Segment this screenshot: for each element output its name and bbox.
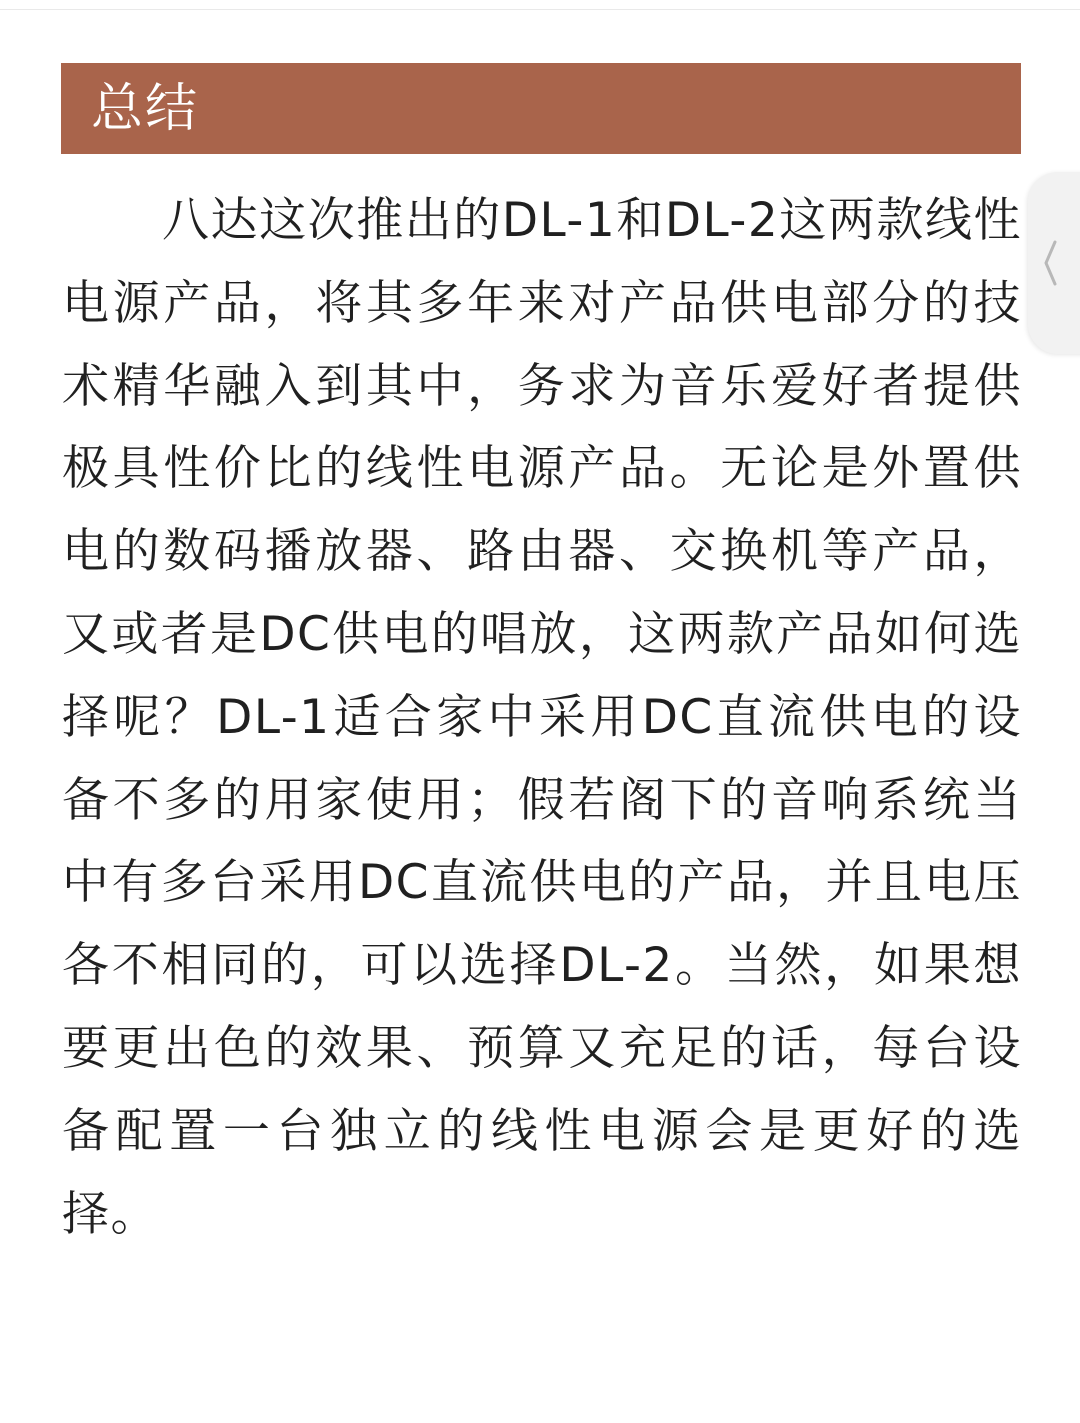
chevron-left-icon: [1042, 239, 1058, 287]
top-divider: [0, 9, 1080, 10]
side-panel-handle[interactable]: [1028, 172, 1080, 354]
section-title: 总结: [91, 78, 200, 139]
section-header: [61, 63, 1021, 154]
article-paragraph: 八达这次推出的DL-1和DL-2这两款线性电源产品，将其多年来对产品供电部分的技术精华融入到其中，务求为音乐爱好者提供极具性价比的线性电源产品。无论是外置供电的数码播放器、路由器、交换机等产品，又或者是DC供电的唱放，这两款产品如何选择呢？DL-1适合家中采用DC直流供电的设备不多的用家使用；假若阁下的音响系统当中有多台采用DC直流供电的产品，并且电压各不相同的，可以选择DL-2。当然，如果想要更出色的效果、预算又充足的话，每台设备配置一台独立的线性电源会是更好的选择。: [62, 193, 1022, 1242]
